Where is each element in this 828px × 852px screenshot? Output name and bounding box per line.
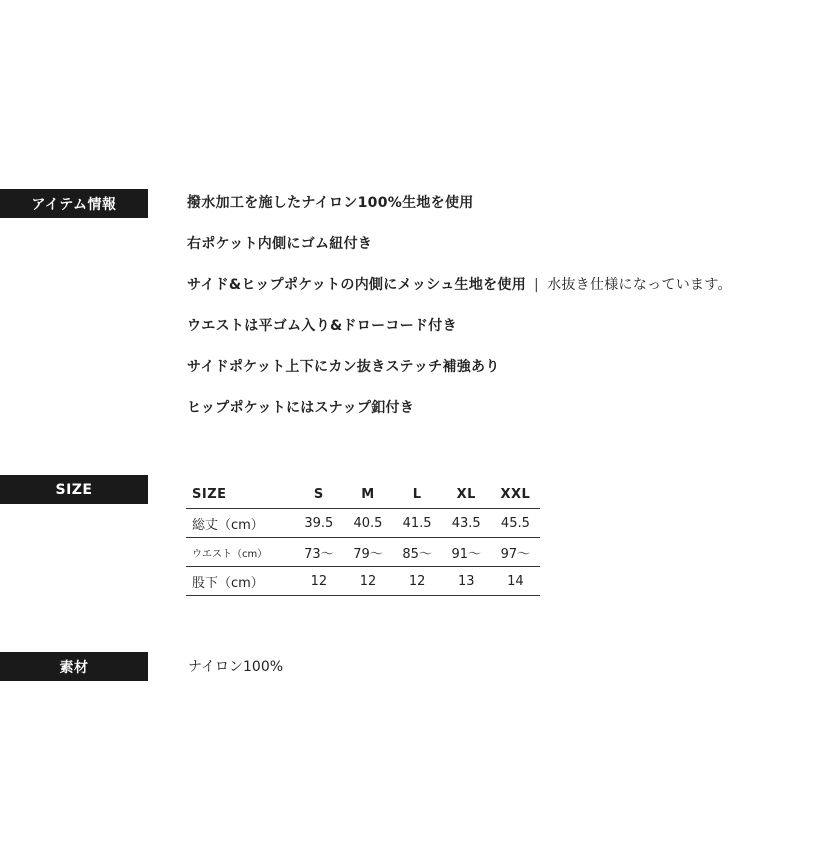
size-column-header: S <box>294 480 343 509</box>
size-column-header: SIZE <box>186 480 294 509</box>
table-cell: 79〜 <box>343 538 392 567</box>
table-cell: 97〜 <box>491 538 540 567</box>
row-label-waist: ウエスト（cm） <box>186 538 294 567</box>
table-cell: 14 <box>491 567 540 596</box>
feature-text: 右ポケット内側にゴム紐付き <box>187 236 373 252</box>
feature-item <box>187 354 732 395</box>
size-table-header-row <box>186 480 540 509</box>
table-cell: 85〜 <box>393 538 442 567</box>
size-column-header: L <box>393 480 442 509</box>
item-info-label: アイテム情報 <box>0 189 148 218</box>
feature-text: ウエストは平ゴム入り&ドローコード付き <box>187 318 457 334</box>
feature-item <box>187 395 732 436</box>
size-table <box>186 480 540 596</box>
material-label: 素材 <box>0 652 148 681</box>
material-value: ナイロン100% <box>188 659 284 675</box>
feature-list <box>187 190 732 436</box>
size-column-header: XXL <box>491 480 540 509</box>
feature-item <box>187 272 732 313</box>
size-column-header: XL <box>442 480 491 509</box>
table-cell: 91〜 <box>442 538 491 567</box>
table-cell: 45.5 <box>491 509 540 538</box>
table-cell: 73〜 <box>294 538 343 567</box>
feature-text: サイドポケット上下にカン抜きステッチ補強あり <box>187 359 500 375</box>
feature-text: 撥水加工を施したナイロン100%生地を使用 <box>187 195 474 211</box>
feature-separator: | <box>534 277 540 293</box>
table-cell: 13 <box>442 567 491 596</box>
table-row <box>186 567 540 596</box>
feature-item <box>187 190 732 231</box>
row-label-length: 総丈（cm） <box>186 509 294 538</box>
row-label-inseam: 股下（cm） <box>186 567 294 596</box>
table-cell: 12 <box>294 567 343 596</box>
table-cell: 43.5 <box>442 509 491 538</box>
table-cell: 41.5 <box>393 509 442 538</box>
size-label: SIZE <box>0 475 148 504</box>
table-row <box>186 509 540 538</box>
size-column-header: M <box>343 480 392 509</box>
feature-item <box>187 231 732 272</box>
table-cell: 12 <box>343 567 392 596</box>
feature-item <box>187 313 732 354</box>
table-row <box>186 538 540 567</box>
feature-text: ヒップポケットにはスナップ釦付き <box>187 400 415 416</box>
feature-text: サイド&ヒップポケットの内側にメッシュ生地を使用 <box>187 277 527 293</box>
table-cell: 40.5 <box>343 509 392 538</box>
feature-note: 水抜き仕様になっています。 <box>547 277 732 293</box>
table-cell: 39.5 <box>294 509 343 538</box>
table-cell: 12 <box>393 567 442 596</box>
